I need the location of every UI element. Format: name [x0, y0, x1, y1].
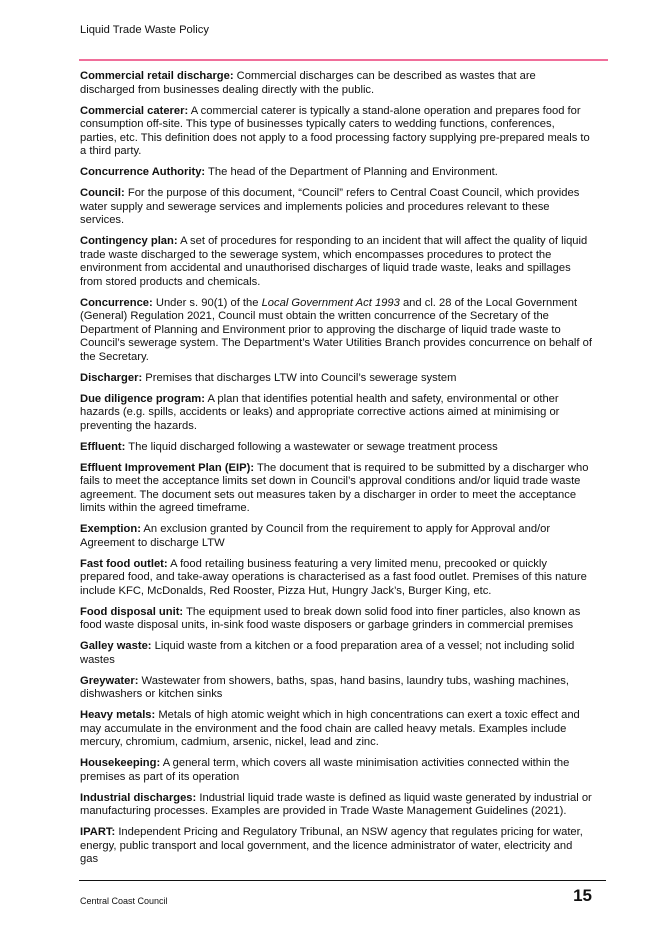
- definition-entry: [80, 709, 592, 750]
- definition-entry: [80, 393, 592, 434]
- definition-text: The liquid discharged following a wastewater or sewage treatment process: [125, 440, 498, 453]
- definition-text: A plan that identifies potential health and safety, environmental or other hazards (e.g. spills, accidents or leaks) and appropriate corrective actions aimed at minimising or preventing the hazards.: [80, 392, 560, 432]
- definition-entry: [80, 372, 592, 386]
- definition-entry: [80, 297, 592, 365]
- definition-entry: [80, 187, 592, 228]
- header-divider: [79, 59, 608, 61]
- definition-term: Due diligence program:: [80, 392, 205, 405]
- definition-entry: [80, 757, 592, 784]
- act-title: Local Government Act 1993: [261, 296, 400, 309]
- definition-entry: [80, 640, 592, 667]
- definition-term: Council:: [80, 187, 125, 199]
- definition-term: Effluent:: [80, 440, 126, 453]
- definition-term: Galley waste:: [80, 640, 152, 652]
- definition-term: Discharger:: [80, 371, 143, 384]
- definition-term: Commercial caterer:: [80, 104, 189, 117]
- definition-entry: [80, 523, 592, 550]
- definitions-list: [80, 70, 592, 874]
- footer-organization: Central Coast Council: [80, 896, 168, 906]
- definition-entry: [80, 441, 592, 455]
- definition-text: A commercial caterer is typically a stand-alone operation and prepares food for consumption off-site. This type of businesses typically caters to wedding functions, conferences, parties, etc. This definition does not apply to a food processing factory supplying pre-prepared meals to a third party.: [80, 104, 590, 157]
- definition-text: The equipment used to break down solid food into finer particles, also known as food waste disposal units, in-sink food waste disposers or garbage grinders in commercial premises: [80, 605, 581, 631]
- definition-entry: [80, 105, 592, 159]
- definition-term: Housekeeping:: [80, 757, 161, 769]
- definition-text: Industrial liquid trade waste is defined as liquid waste generated by industrial or manufacturing processes. Examples are provided in Trade Waste Management Guidelines (2021).: [80, 791, 592, 817]
- definition-term: Concurrence Authority:: [80, 166, 206, 178]
- definition-term: Greywater:: [80, 674, 139, 687]
- definition-term: Heavy metals:: [80, 709, 156, 721]
- definition-term: Food disposal unit:: [80, 605, 184, 618]
- definition-text: The head of the Department of Planning and Environment.: [205, 166, 498, 178]
- definition-text: The document that is required to be submitted by a discharger who fails to meet the acceptance limits set down in Council’s approval conditions and/or liquid trade waste agreement. The document sets out measures taken by a discharger in order to meet the acceptance limits within the agreed timeframe.: [80, 461, 589, 514]
- definition-text: and cl. 28 of the Local Government (General) Regulation 2021, Council must obtain the written concurrence of the Secretary of the Department of Planning and Environment prior to approving the discharge of liquid trade waste to Council’s sewerage system. The Department’s Water Utilities Branch provides concurrence on behalf of the Secretary.: [80, 296, 592, 363]
- definition-text: For the purpose of this document, “Council” refers to Central Coast Council, which provides water supply and sewerage services and implements policies and procedures relevant to these services.: [80, 187, 580, 226]
- definition-entry: [80, 70, 592, 97]
- definition-entry: [80, 792, 592, 819]
- definition-entry: [80, 558, 592, 599]
- definition-term: Exemption:: [80, 523, 141, 535]
- definition-entry: [80, 462, 592, 516]
- definition-term: Effluent Improvement Plan (EIP):: [80, 461, 255, 474]
- definition-text: An exclusion granted by Council from the requirement to apply for Approval and/or Agreement to discharge LTW: [80, 523, 551, 549]
- definition-text: Liquid waste from a kitchen or a food preparation area of a vessel; not including solid wastes: [80, 640, 575, 666]
- definition-text: Independent Pricing and Regulatory Tribunal, an NSW agency that regulates pricing for water, energy, public transport and local government, and the licence administrator of water, electricity and gas: [80, 826, 583, 865]
- definition-term: Concurrence:: [80, 296, 153, 309]
- definition-entry: [80, 826, 592, 867]
- definition-entry: [80, 235, 592, 289]
- page-number: 15: [573, 886, 592, 905]
- definition-entry: [80, 606, 592, 633]
- definition-term: Industrial discharges:: [80, 791, 197, 804]
- definition-entry: [80, 675, 592, 702]
- definition-text: A set of procedures for responding to an incident that will affect the quality of liquid trade waste discharged to the sewerage system, which encompasses procedures to protect the environment from accidental and unauthorised discharges of liquid trade waste, leaks and spillages from stored products and chemicals.: [80, 235, 588, 288]
- definition-text: A food retailing business featuring a very limited menu, precooked or quickly prepared food, and take-away operations is characterised as a fast food outlet. Premises of this nature include KFC, McDonalds, Red Rooster, Pizza Hut, Hungry Jack’s, Burger King, etc.: [80, 557, 587, 597]
- definition-entry: [80, 166, 592, 180]
- definition-text: Commercial discharges can be described as wastes that are discharged from businesses dealing directly with the public.: [80, 70, 536, 96]
- footer-divider: [79, 880, 606, 881]
- definition-term: Fast food outlet:: [80, 557, 168, 570]
- definition-text: Under s. 90(1) of the: [152, 296, 262, 309]
- definition-term: Contingency plan:: [80, 235, 178, 247]
- definition-text: Premises that discharges LTW into Council’s sewerage system: [142, 371, 457, 384]
- definition-term: Commercial retail discharge:: [80, 70, 234, 82]
- definition-text: A general term, which covers all waste minimisation activities connected within the premises as part of its operation: [80, 757, 570, 783]
- definition-text: Metals of high atomic weight which in high concentrations can exert a toxic effect and may accumulate in the environment and the food chain are called heavy metals. Examples include mercury, chromium, cadmium, arsenic, nickel, lead and zinc.: [80, 709, 580, 748]
- document-header-title: Liquid Trade Waste Policy: [80, 24, 209, 36]
- definition-text: Wastewater from showers, baths, spas, hand basins, laundry tubs, washing machines, dishwashers or kitchen sinks: [80, 674, 569, 700]
- definition-term: IPART:: [80, 826, 116, 838]
